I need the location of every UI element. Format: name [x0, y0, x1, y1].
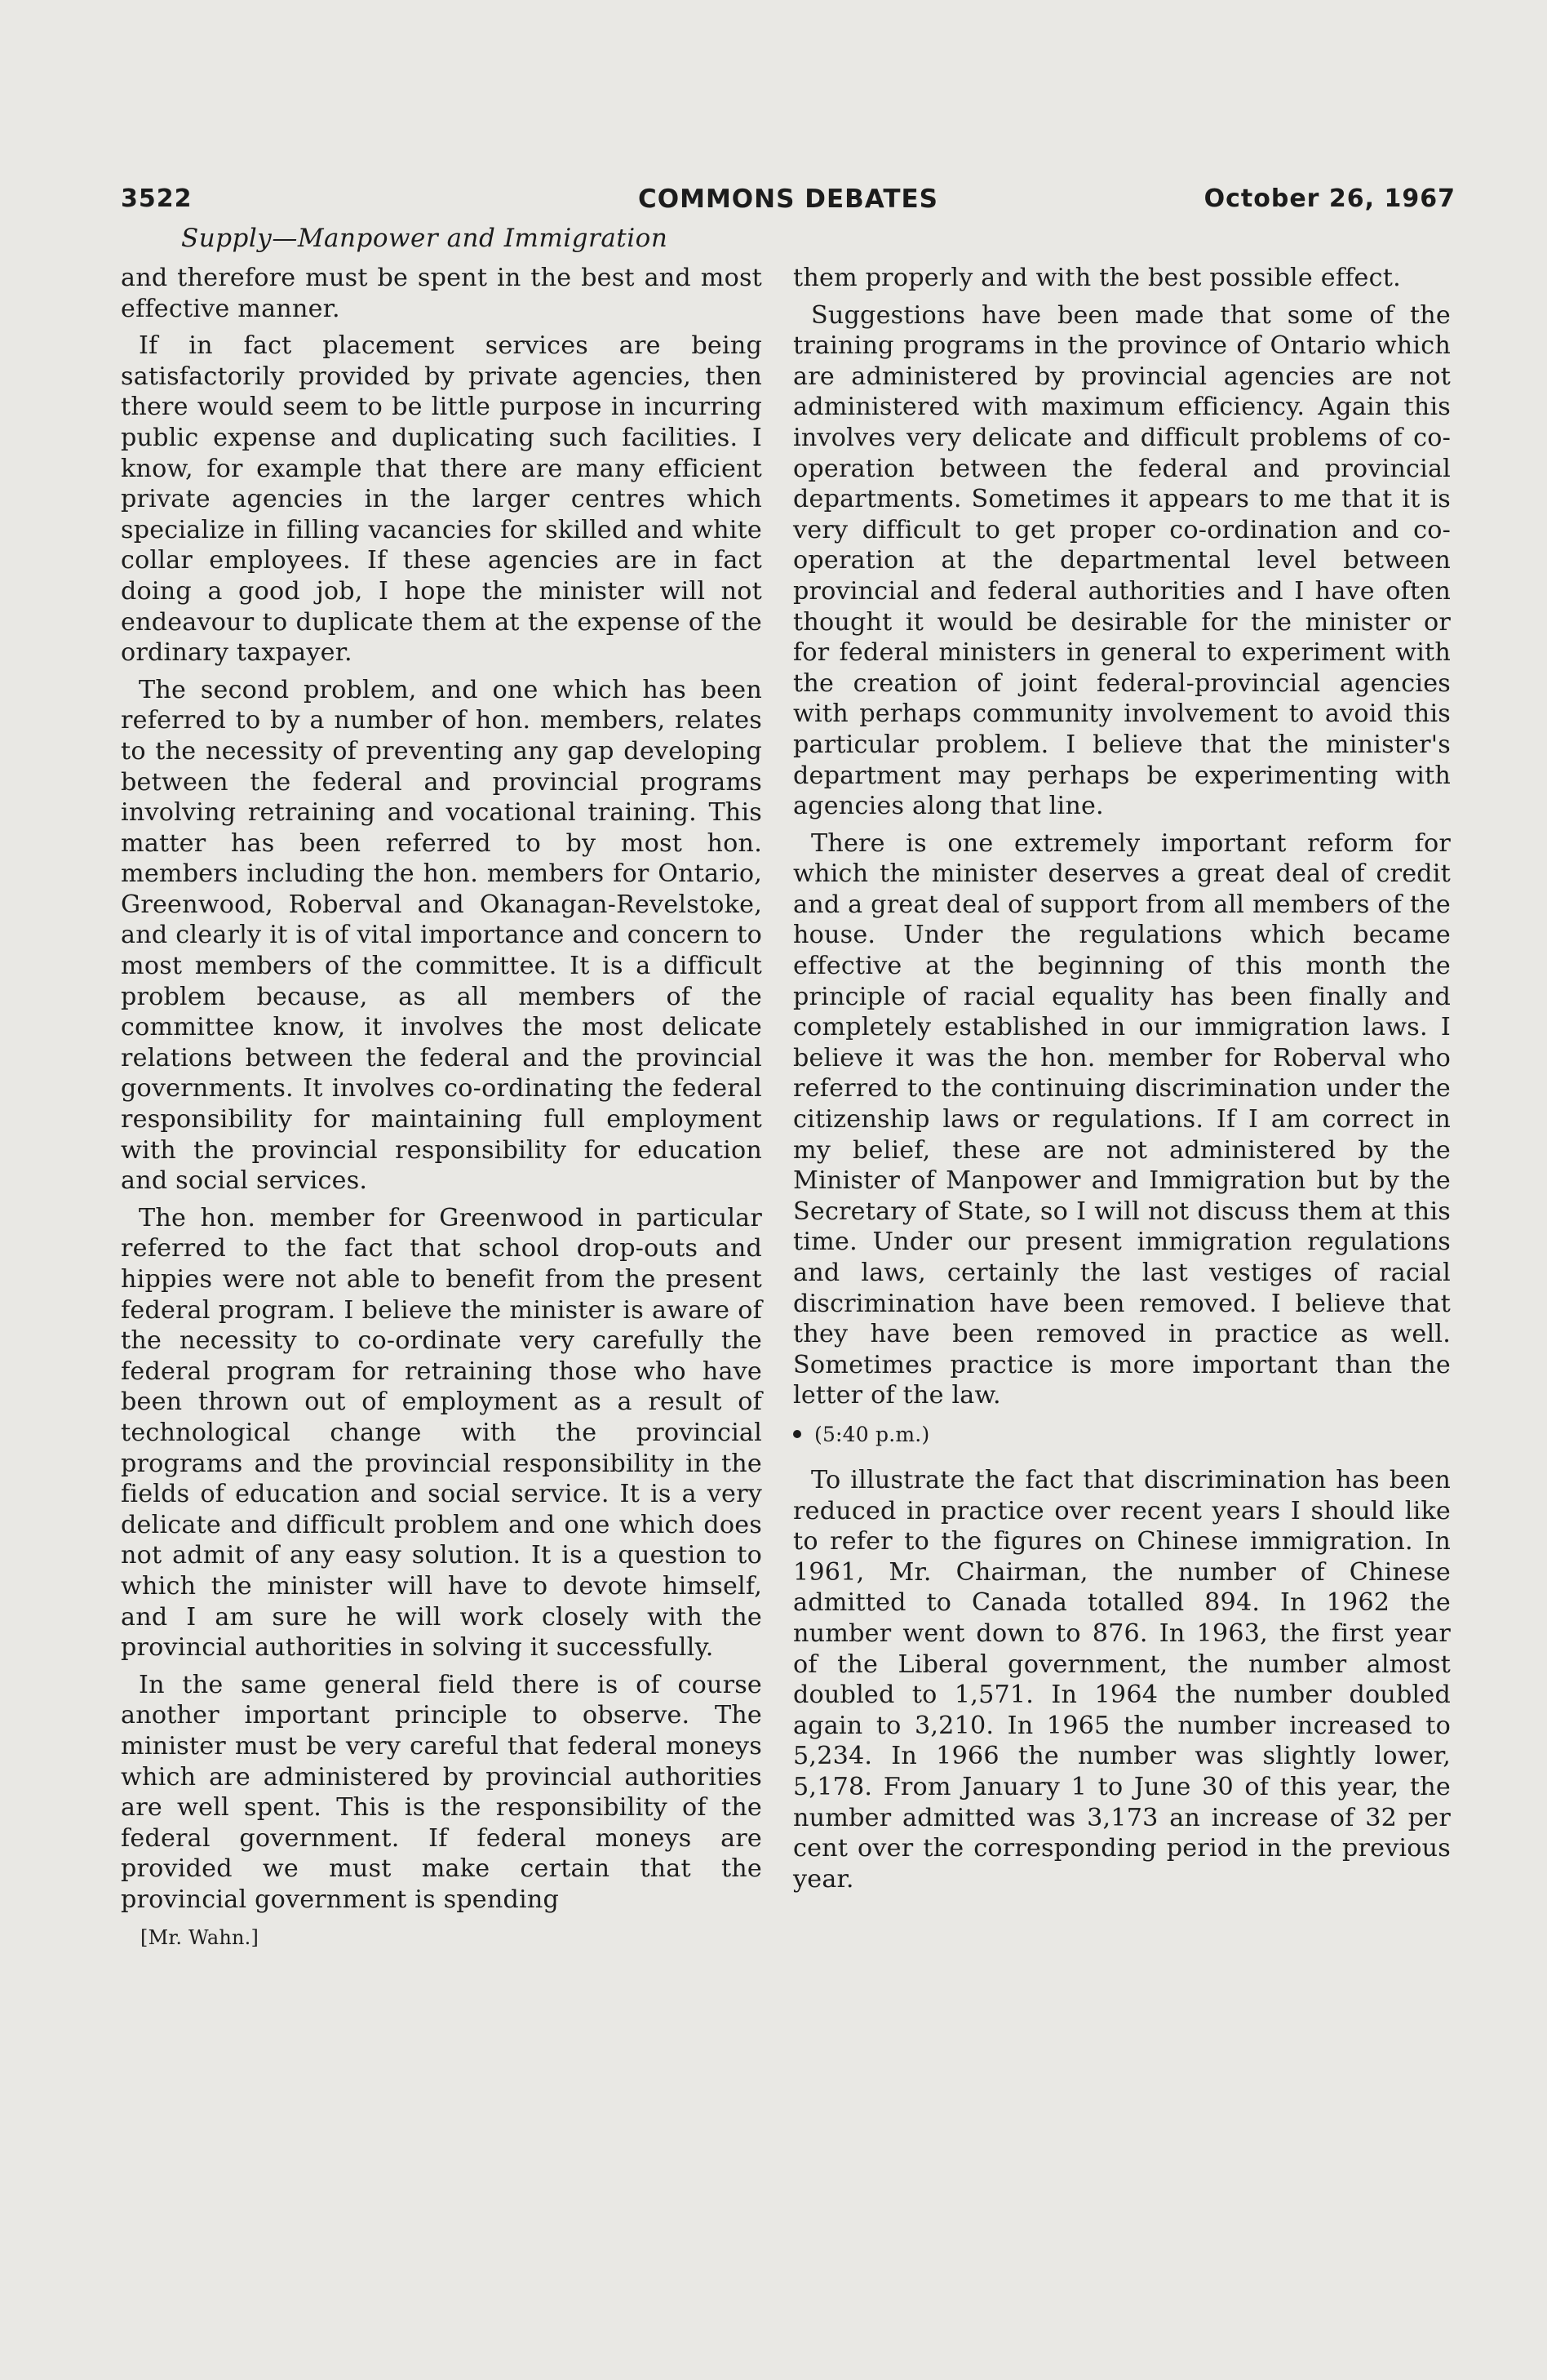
paragraph: them properly and with the best possible effect.	[793, 264, 1401, 292]
paragraph: In the same general field there is of course another important principle to observe. The minister must be very careful that federal moneys which are administered by provincial authorities are well spent. This is the responsibility of the federal government. If federal moneys are provided we must make certain that the provincial government is spending	[121, 1670, 762, 1914]
journal-title: COMMONS DEBATES	[638, 184, 938, 214]
timestamp-text: (5:40 p.m.)	[814, 1422, 930, 1446]
left-column	[121, 263, 762, 1949]
paragraph: The hon. member for Greenwood in particular referred to the fact that school drop-outs and hippies were not able to benefit from the present federal program. I believe the minister is aware of the necessity to co-ordinate very carefully the federal program for retraining those who have been thrown out of employment as a result of technological change with the provincial programs and the provincial responsibility in the fields of education and social service. It is a very delicate and difficult problem and one which does not admit of any easy solution. It is a question to which the minister will have to devote himself, and I am sure he will work closely with the provincial authorities in solving it successfully.	[121, 1203, 762, 1663]
running-subject: Supply—Manpower and Immigration	[181, 224, 668, 253]
paragraph: If in fact placement services are being satisfactorily provided by private agencies, then there would seem to be little purpose in incurring public expense and duplicating such facilities. I know, for example that there are many efficient private agencies in the larger centres which specialize in filling vacancies for skilled and white collar employees. If these agencies are in fact doing a good job, I hope the minister will not endeavour to duplicate them at the expense of the ordinary taxpayer.	[121, 331, 762, 668]
timestamp-marker	[793, 1423, 1451, 1447]
paragraph: To illustrate the fact that discrimination has been reduced in practice over recent years I should like to refer to the figures on Chinese immigration. In 1961, Mr. Chairman, the number of Chinese admitted to Canada totalled 894. In 1962 the number went down to 876. In 1963, the first year of the Liberal government, the number almost doubled to 1,571. In 1964 the number doubled again to 3,210. In 1965 the number increased to 5,234. In 1966 the number was slightly lower, 5,178. From January 1 to June 30 of this year, the number admitted was 3,173 an increase of 32 per cent over the corresponding period in the previous year.	[793, 1465, 1451, 1894]
issue-date: October 26, 1967	[1203, 184, 1456, 213]
speaker-attribution: [Mr. Wahn.]	[140, 1926, 259, 1950]
paragraph: The second problem, and one which has been referred to by a number of hon. members, relates to the necessity of preventing any gap developing between the federal and provincial programs involving retraining and vocational training. This matter has been referred to by most hon. members including the hon. members for Ontario, Greenwood, Roberval and Okanagan-Revelstoke, and clearly it is of vital importance and concern to most members of the committee. It is a difficult problem because, as all members of the committee know, it involves the most delicate relations between the federal and the provincial governments. It involves co-ordinating the federal responsibility for maintaining full employment with the provincial responsibility for education and social services.	[121, 675, 762, 1196]
page-header	[121, 184, 1456, 225]
bullet-icon	[793, 1430, 801, 1438]
page-number: 3522	[121, 184, 193, 213]
paragraph: and therefore must be spent in the best and most effective manner.	[121, 264, 762, 323]
right-column	[793, 263, 1451, 1901]
paragraph: There is one extremely important reform for which the minister deserves a great deal of credit and a great deal of support from all members of the house. Under the regulations which became effective at the beginning of this month the principle of racial equality has been finally and completely established in our immigration laws. I believe it was the hon. member for Roberval who referred to the continuing discrimination under the citizenship laws or regulations. If I am correct in my belief, these are not administered by the Minister of Manpower and Immigration but by the Secretary of State, so I will not discuss them at this time. Under our present immigration regulations and laws, certainly the last vestiges of racial discrimination have been removed. I believe that they have been removed in practice as well. Sometimes practice is more important than the letter of the law.	[793, 828, 1451, 1410]
paragraph: Suggestions have been made that some of the training programs in the province of Ontario which are administered by provincial agencies are not administered with maximum efficiency. Again this involves very delicate and difficult problems of co-operation between the federal and provincial departments. Sometimes it appears to me that it is very difficult to get proper co-ordination and co-operation at the departmental level between provincial and federal authorities and I have often thought it would be desirable for the minister or for federal ministers in general to experiment with the creation of joint federal-provincial agencies with perhaps community involvement to avoid this particular problem. I believe that the minister's department may perhaps be experimenting with agencies along that line.	[793, 300, 1451, 821]
